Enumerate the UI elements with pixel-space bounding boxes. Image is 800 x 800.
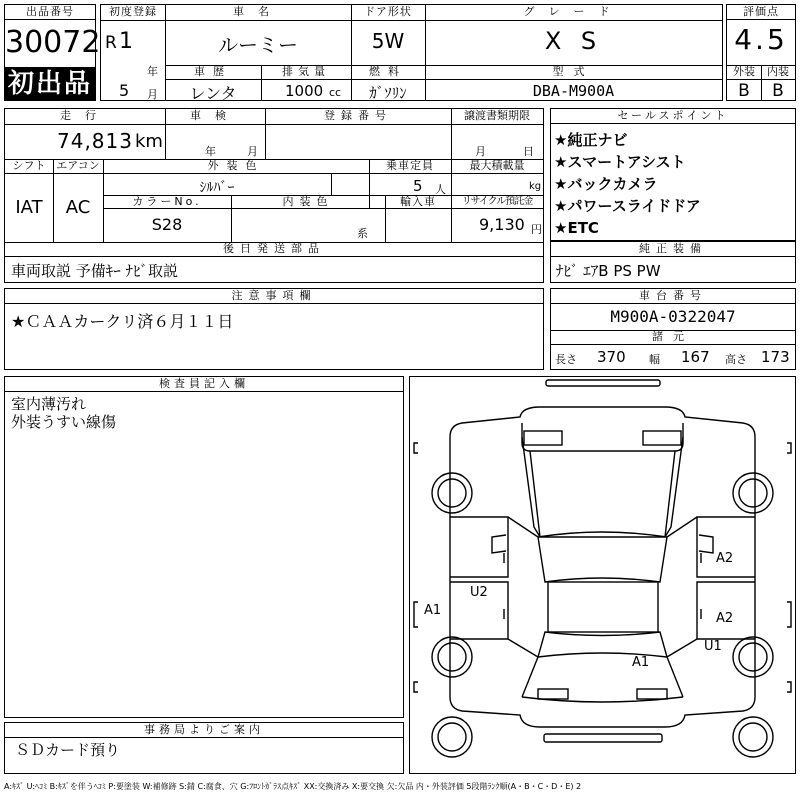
genuine-value: ﾅﾋﾞ ｴｱB PS PW: [556, 262, 661, 280]
inspection-year-unit: 年: [205, 145, 216, 158]
shift-value: IAT: [15, 197, 43, 218]
dims-label: 諸元: [652, 330, 694, 343]
displacement-unit: cc: [329, 86, 342, 99]
sales-point-item: ★パワースライドドア: [554, 197, 701, 215]
door-value: 5W: [371, 29, 405, 53]
car-name-label: 車名: [233, 5, 283, 18]
spec-grid-top: [100, 4, 723, 101]
sales-points-label: セールスポイント: [551, 109, 795, 124]
int-score-value: B: [772, 81, 784, 101]
notes-box: [4, 288, 544, 370]
score-value: 4.5: [734, 23, 788, 56]
door-label: ドア形状: [364, 5, 412, 18]
later-parts-value: 車両取説 予備ｷｰ ﾅﾋﾞ取説: [11, 262, 179, 280]
width-label: 幅: [649, 353, 660, 366]
ext-color-label: 外装色: [207, 159, 265, 172]
spec-grid-middle: [4, 108, 544, 283]
inspector-label: 検査員記入欄: [5, 377, 403, 392]
ac-value: AC: [65, 197, 91, 218]
history-value: レンタ: [189, 84, 237, 103]
ac-label: エアコン: [56, 159, 100, 172]
int-color-unit: 系: [357, 227, 368, 240]
office-box: [4, 722, 404, 774]
chassis-label: 車台番号: [551, 289, 795, 304]
fuel-value: ｶﾞｿﾘﾝ: [369, 84, 407, 102]
first-reg-era: R: [105, 33, 117, 53]
sales-point-item: ★純正ナビ: [554, 131, 628, 149]
genuine-equipment-box: [550, 241, 796, 283]
car-name-value: ルーミー: [218, 33, 298, 57]
genuine-label: 純正装備: [551, 242, 795, 257]
first-reg-month-unit: 月: [147, 88, 158, 101]
ext-score-value: B: [738, 81, 750, 101]
int-score-label: 内装: [767, 65, 789, 78]
model-value: DBA-M900A: [532, 82, 615, 100]
color-no-label: カラーNo.: [132, 195, 202, 208]
damage-mark: A1: [632, 655, 650, 670]
capacity-label: 乗車定員: [386, 159, 434, 172]
sales-point-item: ★スマートアシスト: [554, 153, 686, 171]
height-label: 高さ: [725, 353, 747, 366]
mileage-label: 走行: [60, 109, 110, 122]
color-no-value: S28: [151, 215, 183, 234]
sales-points-box: [550, 108, 796, 241]
transfer-day-unit: 日: [523, 145, 534, 158]
inspector-note: 室内薄汚れ: [11, 395, 87, 413]
recycle-value: 9,130: [479, 215, 525, 234]
first-reg-year: 1: [119, 29, 133, 54]
car-diagram: [409, 376, 796, 774]
import-label: 輸入車: [400, 195, 436, 208]
grade-label: グレード: [523, 5, 624, 18]
fuel-label: 燃料: [369, 65, 407, 78]
notes-label: 注意事項欄: [5, 289, 543, 304]
damage-mark: A2: [716, 551, 734, 566]
plate-label: 登録番号: [324, 109, 392, 122]
office-value: ＳＤカード預り: [15, 741, 121, 759]
displacement-value: 1000: [285, 82, 324, 100]
first-reg-year-unit: 年: [147, 65, 158, 78]
height-value: 173: [761, 348, 790, 366]
length-value: 370: [597, 348, 626, 366]
recycle-unit: 円: [531, 223, 542, 236]
width-value: 167: [681, 348, 710, 366]
inspection-label: 車検: [190, 109, 240, 122]
first-listing-badge: 初出品: [5, 67, 95, 101]
ext-score-label: 外装: [733, 65, 755, 78]
damage-mark: U2: [470, 585, 488, 600]
chassis-value: M900A-0322047: [610, 307, 736, 326]
lot-number: 30072: [5, 25, 101, 60]
score-label: 評価点: [727, 5, 795, 20]
ext-color-value: ｼﾙﾊﾞｰ: [199, 180, 235, 196]
car-outline-diagram: [410, 377, 795, 773]
transfer-month-unit: 月: [475, 145, 486, 158]
sales-point-item: ★バックカメラ: [554, 175, 658, 193]
model-label: 型式: [552, 65, 595, 78]
inspector-note: 外装うすい線傷: [11, 413, 117, 431]
grade-value: X S: [544, 27, 603, 55]
capacity-unit: 人: [435, 183, 446, 196]
later-parts-label: 後日発送部品: [223, 242, 325, 255]
displacement-label: 排気量: [282, 65, 330, 78]
damage-mark: A1: [424, 603, 442, 618]
inspection-month-unit: 月: [247, 145, 258, 158]
lot-box: [4, 4, 101, 101]
damage-mark: A2: [716, 611, 734, 626]
mileage-unit: km: [135, 131, 163, 152]
int-color-label: 内装色: [282, 195, 334, 208]
damage-mark: U1: [704, 639, 722, 654]
recycle-label: リサイクル預託金: [461, 196, 533, 207]
capacity-value: 5: [413, 177, 423, 195]
legend-text: A:ｷｽﾞ U:ﾍｺﾐ B:ｷｽﾞを伴うﾍｺﾐ P:要塗装 W:補修跡 S:錆 C:腐食、穴 G:ﾌﾛﾝﾄｶﾞﾗｽ点ｷｽﾞ XX:交換済み X:要交換 欠:欠品 内・外装評価 5段階ﾗﾝｸ順(A・B・C・D・E) 2: [4, 782, 582, 791]
shift-label: シフト: [12, 159, 46, 172]
history-label: 車歴: [194, 65, 232, 78]
max-load-label: 最大積載量: [469, 159, 525, 172]
score-box: [726, 4, 796, 101]
sales-point-item: ★ETC: [554, 219, 599, 237]
chassis-box: [550, 288, 796, 370]
first-reg-label: 初度登録: [109, 5, 157, 18]
inspector-box: [4, 376, 404, 718]
lot-label: 出品番号: [5, 5, 95, 20]
transfer-label: 譲渡書類期限: [464, 109, 530, 122]
max-load-unit: kg: [529, 181, 542, 192]
first-reg-month: 5: [119, 81, 130, 100]
office-label: 事務局よりご案内: [5, 723, 403, 738]
notes-value: ★ＣＡＡカークリ済６月１１日: [11, 312, 234, 331]
length-label: 長さ: [555, 353, 577, 366]
mileage-value: 74,813: [57, 129, 133, 153]
